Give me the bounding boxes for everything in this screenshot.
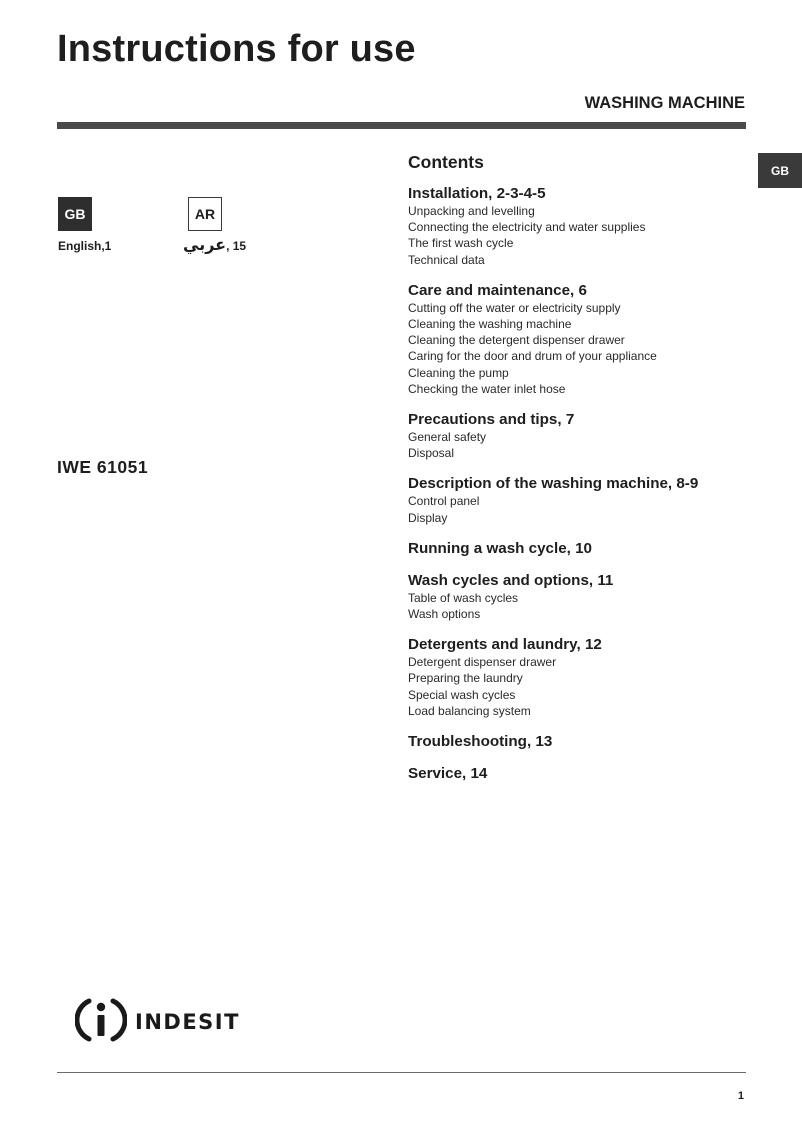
language-label-english[interactable]: English,1 [58,239,112,253]
toc-entry[interactable]: General safety [408,430,487,445]
language-edge-tab: GB [758,153,802,188]
toc-section [408,732,748,751]
toc-section-title[interactable]: Detergents and laundry, 12 [408,636,602,654]
toc-entry[interactable]: Special wash cycles [408,687,516,702]
arabic-language-name: عربي [183,235,227,254]
toc-section-title[interactable]: Wash cycles and options, 11 [408,571,614,589]
toc-section [408,571,748,622]
toc-entry[interactable]: Checking the water inlet hose [408,381,566,396]
toc-entry[interactable]: Display [408,510,448,525]
toc-section-title[interactable]: Service, 14 [408,765,488,783]
toc-sections [408,184,748,783]
toc-entry[interactable]: Disposal [408,446,455,461]
toc-entry[interactable]: Cleaning the washing machine [408,317,572,332]
toc-section [408,184,748,268]
toc-entry[interactable]: Caring for the door and drum of your appliance [408,349,657,364]
toc-section [408,474,748,525]
toc-section [408,281,748,397]
header-divider [57,122,746,129]
toc-entry[interactable]: The first wash cycle [408,236,514,251]
toc-section-title[interactable]: Description of the washing machine, 8-9 [408,475,699,493]
toc-section [408,764,748,783]
toc-entry[interactable]: Cutting off the water or electricity supply [408,300,621,315]
language-badge-gb[interactable]: GB [58,197,92,231]
toc-entry[interactable]: Load balancing system [408,703,531,718]
toc-entry[interactable]: Unpacking and levelling [408,204,535,218]
toc-section-title[interactable]: Precautions and tips, 7 [408,411,575,429]
language-badge-ar[interactable]: AR [188,197,222,231]
toc-section [408,410,748,461]
document-title: Instructions for use [57,28,416,70]
toc-section-title[interactable]: Troubleshooting, 13 [408,733,553,751]
model-number: IWE 61051 [57,457,149,477]
toc-entry[interactable]: Table of wash cycles [408,590,519,605]
product-type: WASHING MACHINE [584,94,745,112]
toc-section-title[interactable]: Running a wash cycle, 10 [408,539,593,557]
contents-heading: Contents [408,152,484,172]
toc-entry[interactable]: Cleaning the pump [408,365,509,380]
toc-entry[interactable]: Detergent dispenser drawer [408,655,557,670]
toc-section [408,635,748,719]
toc-entry[interactable]: Technical data [408,252,485,267]
indesit-i-icon [75,995,127,1045]
footer-divider [57,1072,746,1073]
brand-logo [75,995,240,1045]
toc-entry[interactable]: Control panel [408,494,480,509]
language-label-arabic[interactable] [183,235,246,254]
page-number: 1 [737,1090,744,1102]
table-of-contents [408,150,748,796]
toc-section-title[interactable]: Installation, 2-3-4-5 [408,185,546,202]
toc-entry[interactable]: Cleaning the detergent dispenser drawer [408,333,625,348]
toc-entry[interactable]: Wash options [408,607,481,622]
toc-section [408,539,748,558]
toc-entry[interactable]: Preparing the laundry [408,671,523,686]
brand-wordmark: indesit [135,1002,240,1037]
arabic-page-ref: , 15 [226,239,247,253]
toc-entry[interactable]: Connecting the electricity and water supplies [408,220,646,235]
toc-section-title[interactable]: Care and maintenance, 6 [408,281,587,299]
